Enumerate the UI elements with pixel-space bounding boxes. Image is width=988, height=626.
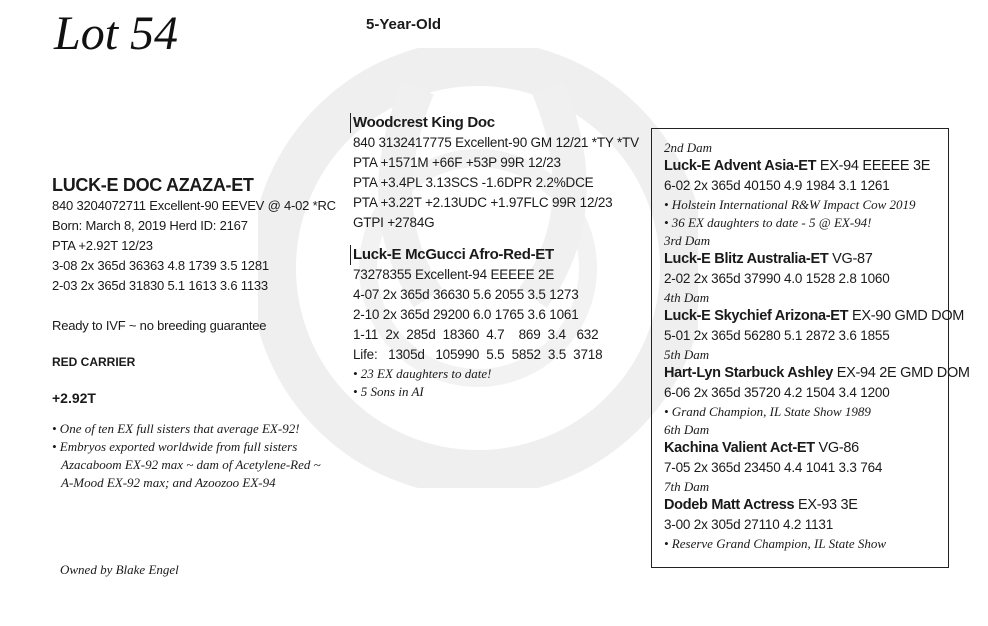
main-animal-section [52,174,342,492]
dam-record-3: 1-11 2x 285d 18360 4.7 869 3.4 632 [353,327,599,342]
maternal-pedigree-box [651,128,970,568]
animal-name: LUCK-E DOC AZAZA-ET [52,175,254,195]
dam-registration: 73278355 Excellent-94 EEEEE 2E [353,267,555,282]
age-class-label: 5-Year-Old [366,16,442,33]
ancestor-record: 6-06 2x 365d 35720 4.2 1504 3.4 1200 [664,385,890,400]
generation-label: 5th Dam [664,347,710,362]
ancestor-classification: EX-90 GMD DOM [848,308,965,324]
dam-record-1: 4-07 2x 365d 36630 5.6 2055 3.5 1273 [353,287,579,302]
ancestor-record: 5-01 2x 365d 56280 5.1 2872 3.6 1855 [664,328,890,343]
sire-gtpi: GTPI +2784G [353,215,435,230]
dam-note: • 23 EX daughters to date! [353,366,492,381]
ancestor-note: • Grand Champion, IL State Show 1989 [664,404,871,419]
note-line: Azacaboom EX-92 max ~ dam of Acetylene-Red ~ [61,457,321,472]
generation-label: 6th Dam [664,422,710,437]
generation-label: 4th Dam [664,290,710,305]
sire-pta-production: PTA +1571M +66F +53P 99R 12/23 [353,155,561,170]
animal-registration: 840 3204072711 Excellent-90 EEVEV @ 4-02 *RC [52,198,336,213]
dam-note: • 5 Sons in AI [353,384,424,399]
ancestor-note: • Reserve Grand Champion, IL State Show [664,536,887,551]
ancestor-classification: EX-94 EEEEE 3E [816,158,931,174]
red-carrier-label: RED CARRIER [52,355,136,369]
ancestor-record: 7-05 2x 365d 23450 4.4 1041 3.3 764 [664,460,883,475]
animal-record-2: 2-03 2x 365d 31830 5.1 1613 3.6 1133 [52,278,268,293]
ancestor-record: 3-00 2x 305d 27110 4.2 1131 [664,517,833,532]
ancestor-record: 6-02 2x 365d 40150 4.9 1984 3.1 1261 [664,178,890,193]
generation-label: 3rd Dam [664,233,711,248]
ancestor-classification: EX-93 3E [794,497,858,513]
ancestor-note: • 36 EX daughters to date - 5 @ EX-94! [664,215,872,230]
ancestor-name: Kachina Valient Act-ET VG-86 [664,440,859,456]
dam-lifetime-record: Life: 1305d 105990 5.5 5852 3.5 3718 [353,347,603,362]
animal-record-1: 3-08 2x 365d 36363 4.8 1739 3.5 1281 [52,258,269,273]
note-line: • Embryos exported worldwide from full sisters [52,439,298,454]
ancestor-name: Dodeb Matt Actress EX-93 3E [664,497,858,513]
ancestor-name: Luck-E Skychief Arizona-ET EX-90 GMD DOM [664,308,965,324]
ancestor-note: • Holstein International R&W Impact Cow 2019 [664,197,916,212]
owner-line: Owned by Blake Engel [60,562,179,577]
ancestor-classification: VG-86 [814,440,859,456]
ancestor-name: Luck-E Blitz Australia-ET VG-87 [664,251,873,267]
ancestor-classification: VG-87 [828,251,873,267]
ancestor-name: Hart-Lyn Starbuck Ashley EX-94 2E GMD DOM [664,365,970,381]
sire-name: Woodcrest King Doc [350,113,643,133]
animal-pta: PTA +2.92T 12/23 [52,238,153,253]
dam-name: Luck-E McGucci Afro-Red-ET [350,245,643,265]
sire-pta-health: PTA +3.4PL 3.13SCS -1.6DPR 2.2%DCE [353,175,594,190]
note-line: A-Mood EX-92 max; and Azoozoo EX-94 [61,475,276,490]
generation-label: 2nd Dam [664,140,713,155]
sire-registration: 840 3132417775 Excellent-90 GM 12/21 *TY *TV [353,135,639,150]
ancestor-name: Luck-E Advent Asia-ET EX-94 EEEEE 3E [664,158,931,174]
tpi-value: +2.92T [52,390,96,406]
animal-birth-herd: Born: March 8, 2019 Herd ID: 2167 [52,218,248,233]
parents-section [353,113,643,401]
dam-record-2: 2-10 2x 365d 29200 6.0 1765 3.6 1061 [353,307,579,322]
lot-number-title: Lot 54 [54,7,179,60]
note-line: • One of ten EX full sisters that average EX-92! [52,421,300,436]
ancestor-classification: EX-94 2E GMD DOM [833,365,970,381]
ancestor-record: 2-02 2x 365d 37990 4.0 1528 2.8 1060 [664,271,890,286]
sire-pta-type: PTA +3.22T +2.13UDC +1.97FLC 99R 12/23 [353,195,613,210]
ivf-note: Ready to IVF ~ no breeding guarantee [52,318,267,333]
generation-label: 7th Dam [664,479,710,494]
